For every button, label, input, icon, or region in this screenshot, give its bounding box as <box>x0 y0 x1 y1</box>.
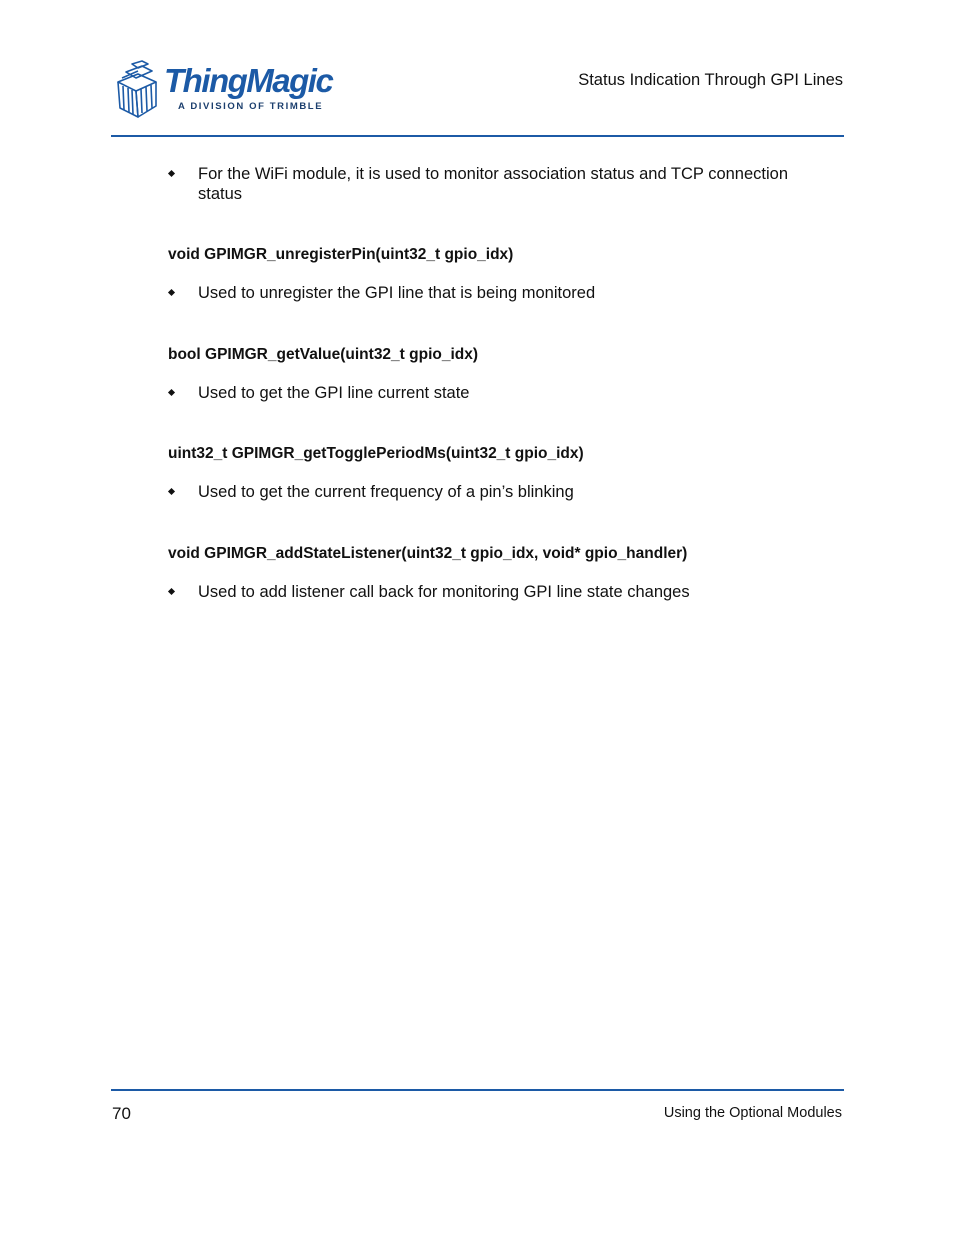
running-footer-title: Using the Optional Modules <box>663 1105 842 1121</box>
bullet-item-get-value <box>169 383 823 403</box>
running-header-title: Status Indication Through GPI Lines <box>578 71 843 89</box>
bullet-item-wifi <box>169 164 823 204</box>
diamond-bullet-icon <box>168 170 175 177</box>
bullet-item-get-toggle-period <box>169 482 823 502</box>
bullet-text: Used to add listener call back for monitoring GPI line state changes <box>198 583 690 601</box>
bullet-item-unregister-pin <box>169 283 823 303</box>
footer-divider <box>111 1089 844 1091</box>
bullet-item-add-state-listener <box>169 582 823 602</box>
page-number: 70 <box>112 1104 131 1123</box>
cube-logo-icon <box>112 60 162 120</box>
logo-wordmark: ThingMagic <box>164 62 333 99</box>
logo-tagline: A DIVISION OF TRIMBLE <box>178 101 324 112</box>
diamond-bullet-icon <box>168 588 175 595</box>
function-heading-get-value: bool GPIMGR_getValue(uint32_t gpio_idx) <box>168 346 479 363</box>
diamond-bullet-icon <box>168 488 175 495</box>
function-heading-unregister-pin: void GPIMGR_unregisterPin(uint32_t gpio_idx) <box>168 246 514 263</box>
bullet-text: Used to get the current frequency of a pin’s blinking <box>198 483 574 501</box>
bullet-text: Used to unregister the GPI line that is being monitored <box>198 284 596 302</box>
bullet-text: For the WiFi module, it is used to monitor association status and TCP connection status <box>198 165 789 203</box>
bullet-text: Used to get the GPI line current state <box>198 384 470 402</box>
thingmagic-logo <box>112 60 333 122</box>
diamond-bullet-icon <box>168 389 175 396</box>
diamond-bullet-icon <box>168 289 175 296</box>
header-divider <box>111 135 844 137</box>
function-heading-get-toggle-period: uint32_t GPIMGR_getTogglePeriodMs(uint32_t gpio_idx) <box>168 445 584 462</box>
function-heading-add-state-listener: void GPIMGR_addStateListener(uint32_t gpio_idx, void* gpio_handler) <box>168 545 688 562</box>
